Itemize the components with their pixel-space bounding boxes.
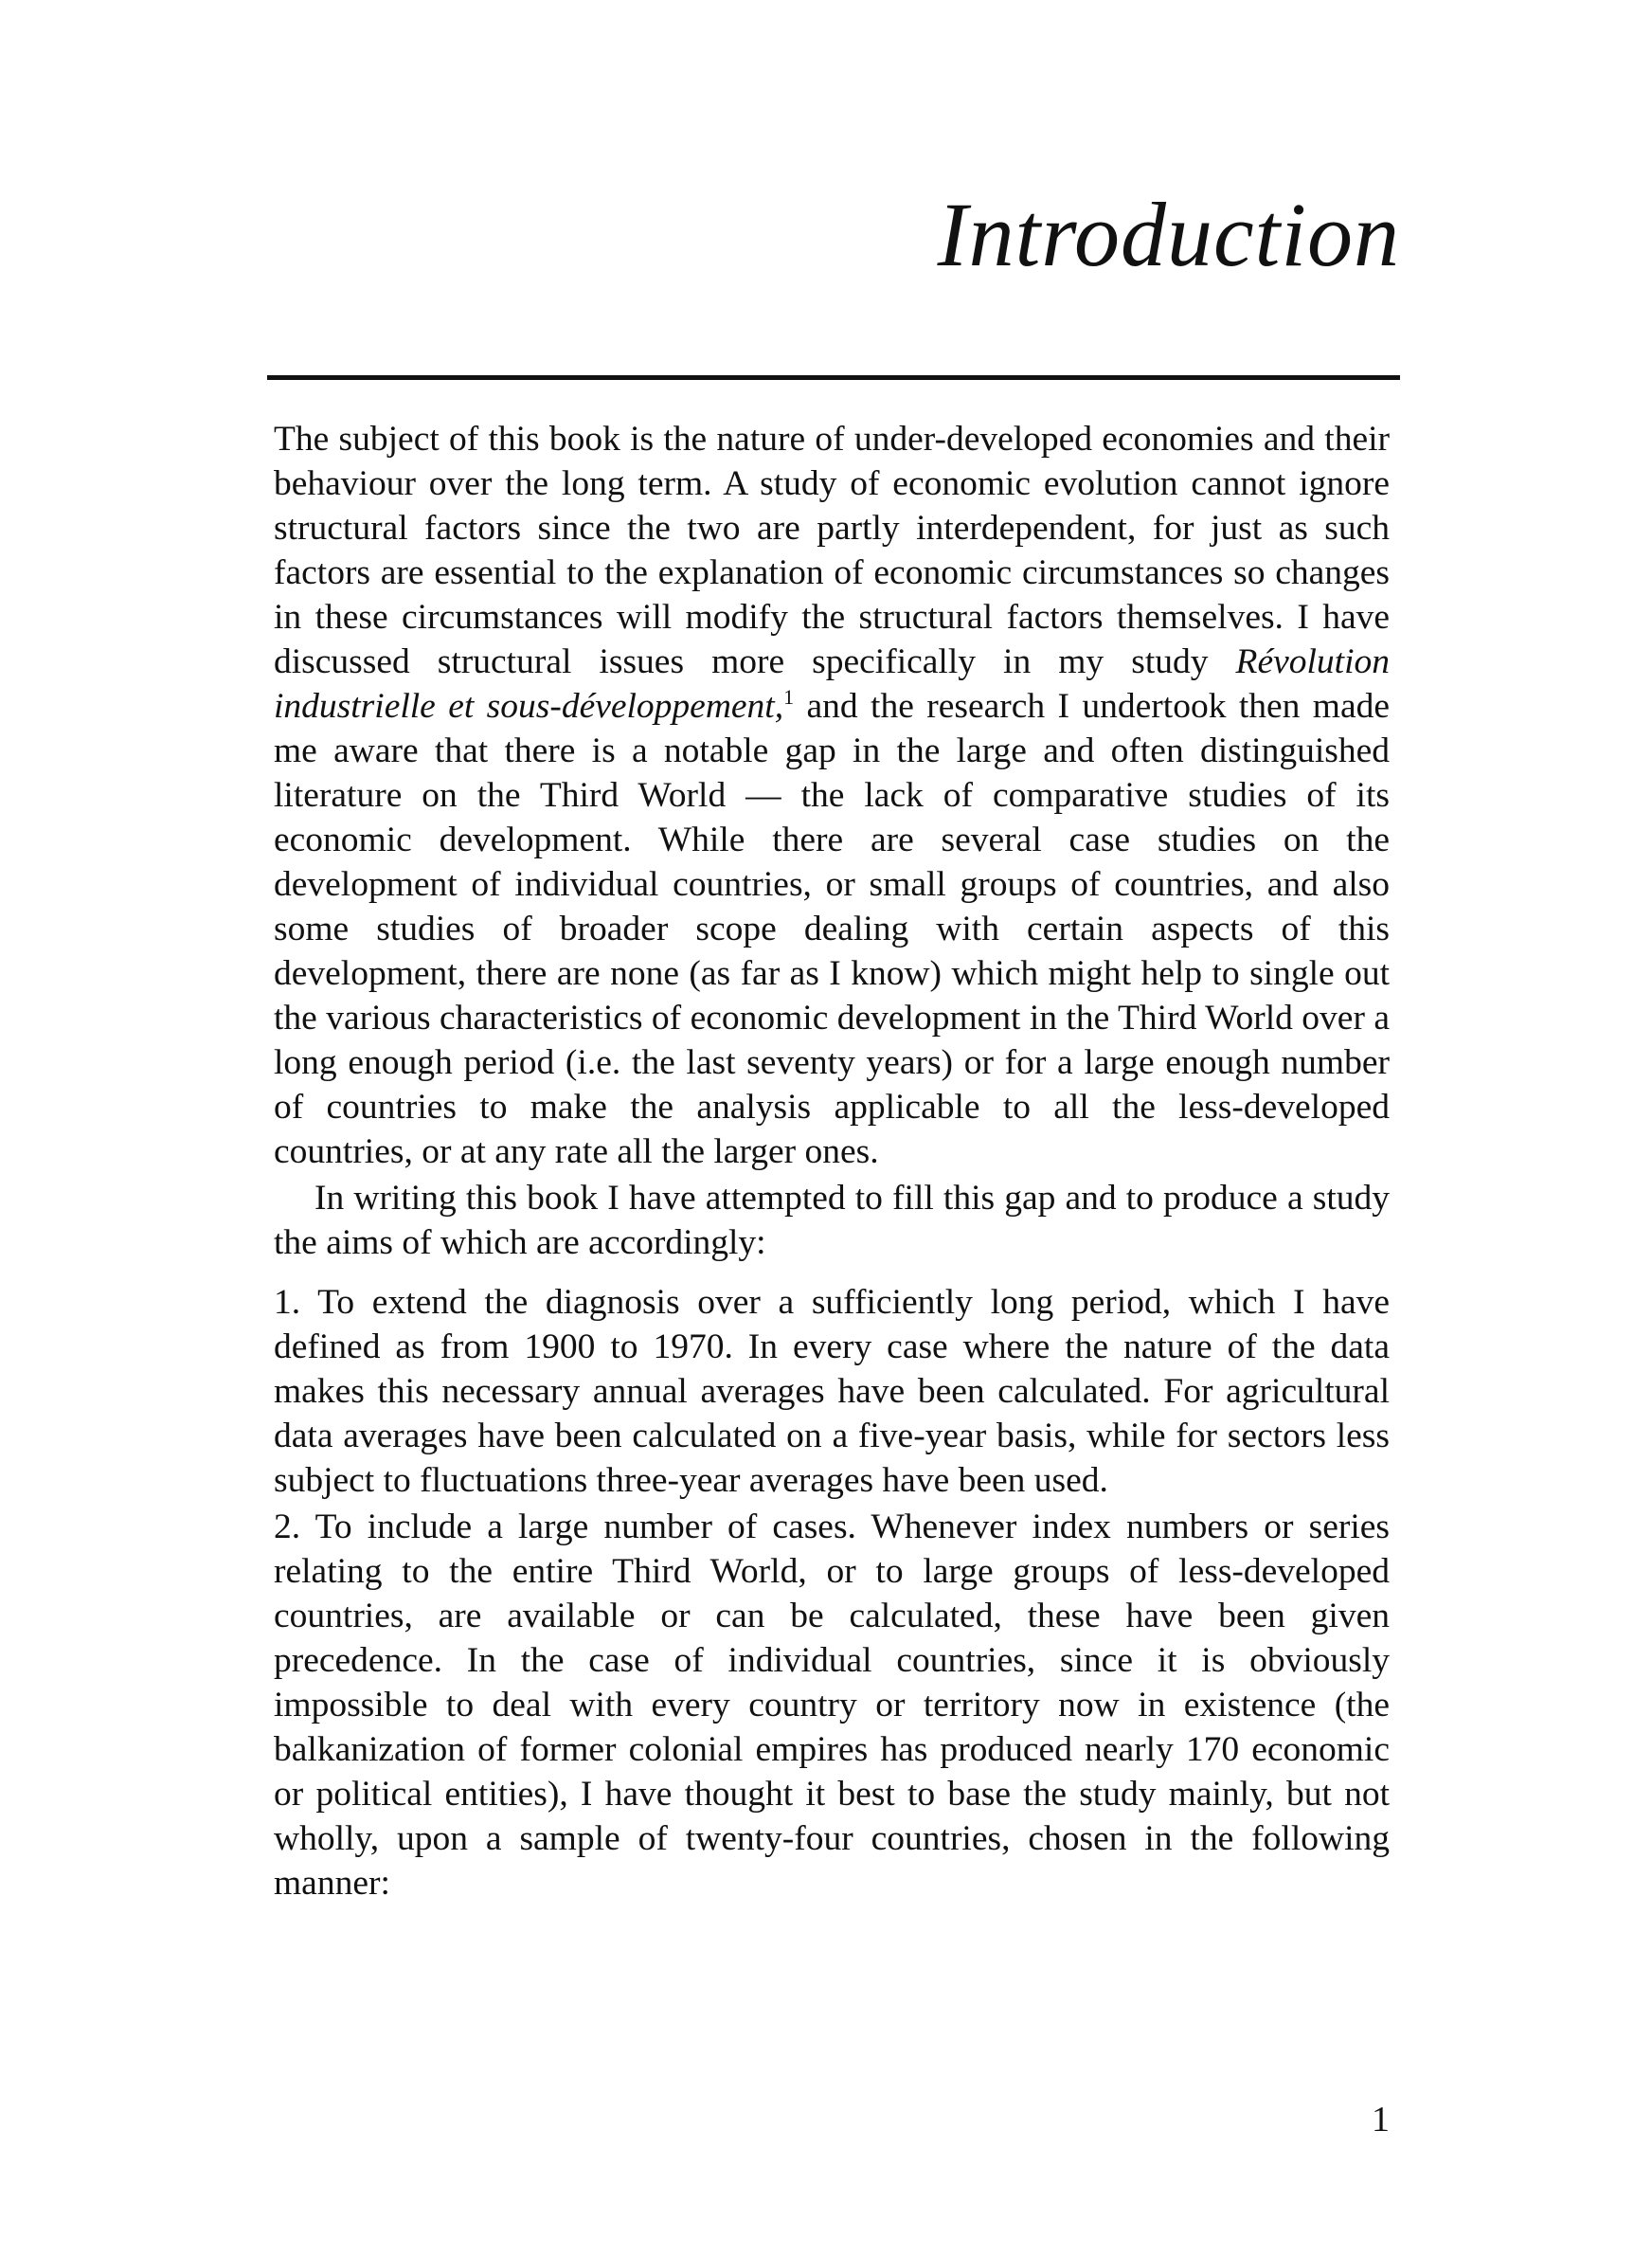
paragraph-aims: In writing this book I have attempted to fill this gap and to produce a study the aims of which are accordingly:: [274, 1179, 1390, 1262]
cited-work-title: Révolution industrielle et sous-développement,: [274, 642, 1390, 726]
aim-item-1: 1. To extend the diagnosis over a sufficiently long period, which I have defined as from 1900 to 1970. In every case where the nature of the data makes this necessary annual averages have been calculated. For agricultural data averages have been calculated on a five-year basis, while for sectors less subject to fluctuations three-year averages have been used.: [274, 1283, 1390, 1500]
title-divider: [267, 375, 1400, 380]
chapter-title: Introduction: [937, 184, 1400, 285]
aim-item-2: 2. To include a large number of cases. Whenever index numbers or series relating to the entire Third World, or to large groups of less-developed countries, are available or can be calculated, these have been given precedence. In the case of individual countries, since it is obviously impossible to deal with every country or territory now in existence (the balkanization of former colonial empires has produced nearly 170 economic or political entities), I have thought it best to base the study mainly, but not wholly, upon a sample of twenty-four countries, chosen in the following manner:: [274, 1508, 1390, 1903]
page-number: 1: [1372, 2100, 1390, 2140]
paragraph-intro: [274, 417, 1390, 1174]
paragraph-intro-text-b: and the research I undertook then made me aware that there is a notable gap in the large and often distinguished literature on the Third World — the lack of comparative studies of its economic development. While there are several case studies on the development of individual countries, or small groups of countries, and also some studies of broader scope dealing with certain aspects of this development, there are none (as far as I know) which might help to single out the various characteristics of economic development in the Third World over a long enough period (i.e. the last seventy years) or for a large enough number of countries to make the analysis applicable to all the less-developed countries, or at any rate all the larger ones.: [274, 687, 1390, 1171]
paragraph-intro-text-a: The subject of this book is the nature of under-developed economies and their behaviour over the long term. A study of economic evolution cannot ignore structural factors since the two are partly interdependent, for just as such factors are essential to the explanation of economic circumstances so changes in these circumstances will modify the structural factors themselves. I have discussed structural issues more specifically in my study: [274, 420, 1390, 681]
footnote-ref: 1: [783, 685, 795, 709]
body-text: [274, 417, 1390, 1905]
